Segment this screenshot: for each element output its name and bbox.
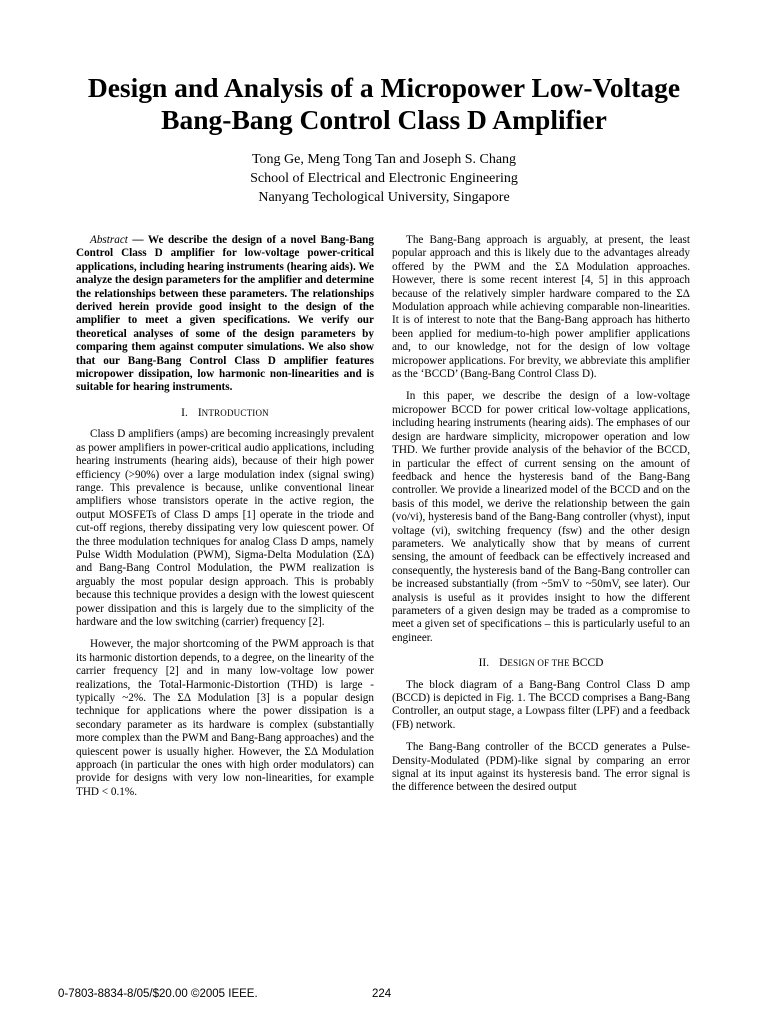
- paper-title: [60, 72, 708, 136]
- intro-paragraph-3: The Bang-Bang approach is arguably, at present, the least popular approach and this is likely due to the advantages already offered by the PWM and the ΣΔ Modulation approaches. However, there is some recent interest [4, 5] in this approach because of the relatively simpler hardware compared to the ΣΔ Modulation approach while achieving comparable non-linearities. It is of interest to note that the Bang-Bang approach has hitherto been applied for medium-to-high power amplifier applications and, to our knowledge, not for the design of low voltage micropower applications. For brevity, we abbreviate this amplifier as the ‘BCCD’ (Bang-Bang Control Class D).: [392, 234, 690, 381]
- author-block: [100, 150, 668, 207]
- section-title-rest: NTRODUCTION: [201, 407, 269, 418]
- author-names: Tong Ge, Meng Tong Tan and Joseph S. Chang: [251, 152, 517, 167]
- section-title-initial: I: [197, 406, 202, 419]
- title-line-2: Bang-Bang Control Class D Amplifier: [161, 104, 607, 135]
- section-title-initial: D: [499, 657, 508, 670]
- section-heading-design: [392, 657, 690, 670]
- design-paragraph-2: The Bang-Bang controller of the BCCD generates a Pulse-Density-Modulated (PDM)-like signal by comparing an error signal at its input against its hysteresis band. The error signal is the difference between the desired output: [392, 741, 690, 794]
- left-column: [76, 234, 374, 808]
- title-line-1: Design and Analysis of a Micropower Low-Voltage: [87, 72, 681, 103]
- intro-paragraph-2: However, the major shortcoming of the PWM approach is that its harmonic distortion depends, to a degree, on the linearity of the carrier frequency [2] and in many low-voltage low power realizations, the Total-Harmonic-Distortion (THD) is large - typically ~2%. The ΣΔ Modulation [3] is a popular design technique for applications where the power dissipation is a secondary parameter as its hardware is complex (substantially more complex than the PWM and Bang-Bang approaches) and the quiescent power is usually higher. However, the ΣΔ Modulation approach (in particular the ones with high order modulators) can provide for designs with very low non-linearities, for example THD < 0.1%.: [76, 638, 374, 798]
- affiliation-school: School of Electrical and Electronic Engineering: [250, 171, 518, 186]
- affiliation-university: Nanyang Techological University, Singapore: [258, 190, 510, 205]
- abstract: [76, 234, 374, 395]
- abstract-text: We describe the design of a novel Bang-Bang Control Class D amplifier for low-voltage power-critical applications, including hearing instruments (hearing aids). We analyze the design parameters for the amplifier and determine the relationships between these parameters. The relationships derived herein provide good insight to the design of the amplifier to meet a given specifications. We verify our theoretical analyses of some of the design parameters by comparing them against computer simulations. We also show that our Bang-Bang Control Class D amplifier features micropower dissipation, low harmonic non-linearities and is suitable for hearing instruments.: [76, 234, 374, 394]
- intro-paragraph-4: In this paper, we describe the design of a low-voltage micropower BCCD for power critical low-voltage applications, including hearing instruments (hearing aids). The emphases of our design are hardware simplicity, micropower operation and low THD. We further provide analysis of the behavior of the BCCD, in particular the effect of current sensing on the amount of feedback and hence the hysteresis band of the Bang-Bang controller. We provide a linearized model of the BCCD and on the basis of this model, we derive the relationship between the gain (vo/vi), hysteresis band of the Bang-Bang controller (vhyst), input voltage (vi), switching frequency (fsw) and the other design parameters. We analytically show that by means of current sensing, the amount of feedback can be effectively increased and consequently, the hysteresis band of the Bang-Bang controller can be increased substantially (from ~5mV to ~50mV, see later). Our analysis is useful as it provides insight to how the different parameters of a given design may be traded as a compromise to meet a given set of specifications – this is particularly useful to an engineer.: [392, 390, 690, 644]
- section-title-rest: ESIGN OF THE: [507, 658, 573, 669]
- abstract-label: Abstract: [90, 234, 128, 246]
- section-title-end: BCCD: [572, 657, 604, 670]
- right-column: [392, 234, 690, 804]
- page-number: 224: [372, 988, 392, 1000]
- abstract-dash: —: [127, 234, 148, 246]
- copyright-notice: 0-7803-8834-8/05/$20.00 ©2005 IEEE.: [58, 988, 258, 1000]
- intro-paragraph-1: Class D amplifiers (amps) are becoming increasingly prevalent as power amplifiers in power-critical audio applications, including hearing instruments (hearing aids), because of their high power efficiency (>90%) over a large modulation index (signal swing) range. This prevalence is because, unlike conventional linear amplifiers whose transistors operate in the active region, the output MOSFETs of Class D amps [1] operate in the triode and cut-off regions, thereby dissipating very low quiescent power. Of the three modulation techniques for analog Class D amps, namely Pulse Width Modulation (PWM), Sigma-Delta Modulation (ΣΔ) and Bang-Bang Control Modulation, the PWM realization is arguably the most popular design approach. This is probably because this technique provides a design with the lowest quiescent power dissipation and this is largely due to the simplicity of the hardware and the low switching (carrier) frequency [2].: [76, 428, 374, 628]
- section-number: I.: [181, 406, 188, 419]
- design-paragraph-1: The block diagram of a Bang-Bang Control Class D amp (BCCD) is depicted in Fig. 1. The BCCD comprises a Bang-Bang Controller, an output stage, a Lowpass filter (LPF) and a feedback (FB) network.: [392, 678, 690, 731]
- section-number: II.: [478, 657, 490, 670]
- section-heading-introduction: [76, 407, 374, 420]
